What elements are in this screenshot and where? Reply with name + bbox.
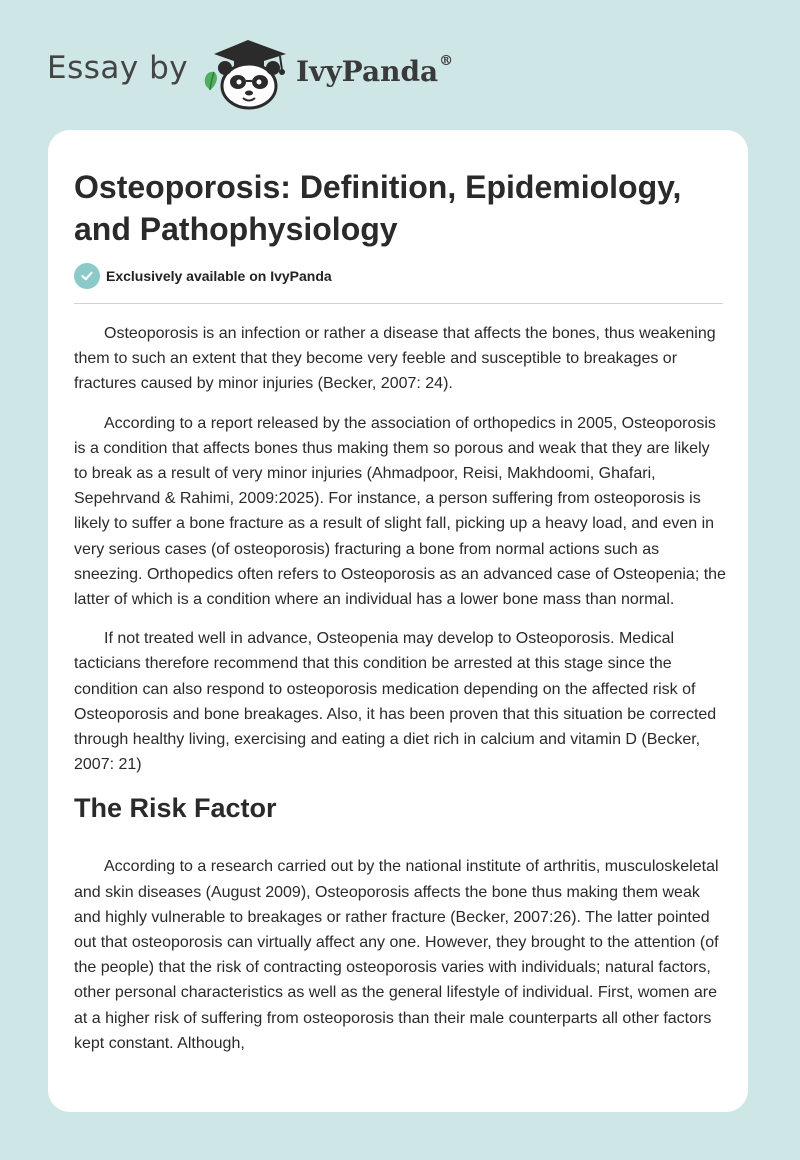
panda-graduate-logo-icon[interactable] [200,36,292,110]
article-title: Osteoporosis: Definition, Epidemiology, and Pathophysiology [74,169,682,247]
article-card [48,130,748,1112]
paragraph: According to a report released by the association of orthopedics in 2005, Osteoporosis is a condition that affects bones thus making them so porous and weak that they are likely to break as a result of very minor injuries (Ahmadpoor, Reisi, Makhdoomi, Ghafari, Sepehrvand & Rahimi, 2009:2025). For instance, a person suffering from osteoporosis is likely to suffer a bone fracture as a result of slight fall, picking up a heavy load, and even in very serious cases (of osteoporosis) fracturing a bone from normal actions such as sneezing. Orthopedics often refers to Osteoporosis as an advanced case of Osteopenia; the latter of which is a condition where an individual has a lower bone mass than normal. [74,414,726,609]
divider [74,303,723,304]
brand-name[interactable] [296,55,453,88]
check-circle-icon [74,263,100,289]
badge-text: Exclusively available on IvyPanda [106,268,332,284]
site-header [0,0,800,130]
paragraph: If not treated well in advance, Osteopenia may develop to Osteoporosis. Medical tacticians therefore recommend that this condition be arrested at this stage since the condition can also respond to osteoporosis medication depending on the affected risk of Osteoporosis and bone breakages. Also, it has been proven that this situation be corrected through healthy living, exercising and eating a diet rich in calcium and vitamin D (Becker, 2007: 21) [74,630,717,774]
exclusive-badge [74,263,332,289]
brand-text: IvyPanda [296,55,439,88]
section-heading: The Risk Factor [74,793,277,824]
article-body [74,321,726,1070]
essay-by-label: Essay by [47,50,189,86]
paragraph: According to a research carried out by the national institute of arthritis, musculoskeletal and skin diseases (August 2009), Osteoporosis affects the bone thus making them weak and highly vulnerable to breakages or rather fracture (Becker, 2007:26). The latter pointed out that osteoporosis can virtually affect any one. However, they brought to the attention (of the people) that the risk of contracting osteoporosis varies with individuals; natural factors, other personal characteristics as well as the general lifestyle of individual. First, women are at a higher risk of suffering from osteoporosis than their male counterparts all other factors kept constant. Although, [74,858,719,1052]
registered-mark: ® [439,53,454,69]
paragraph: Osteoporosis is an infection or rather a disease that affects the bones, thus weakening them to such an extent that they become very feeble and susceptible to breakages or fractures caused by minor injuries (Becker, 2007: 24). [74,325,716,393]
